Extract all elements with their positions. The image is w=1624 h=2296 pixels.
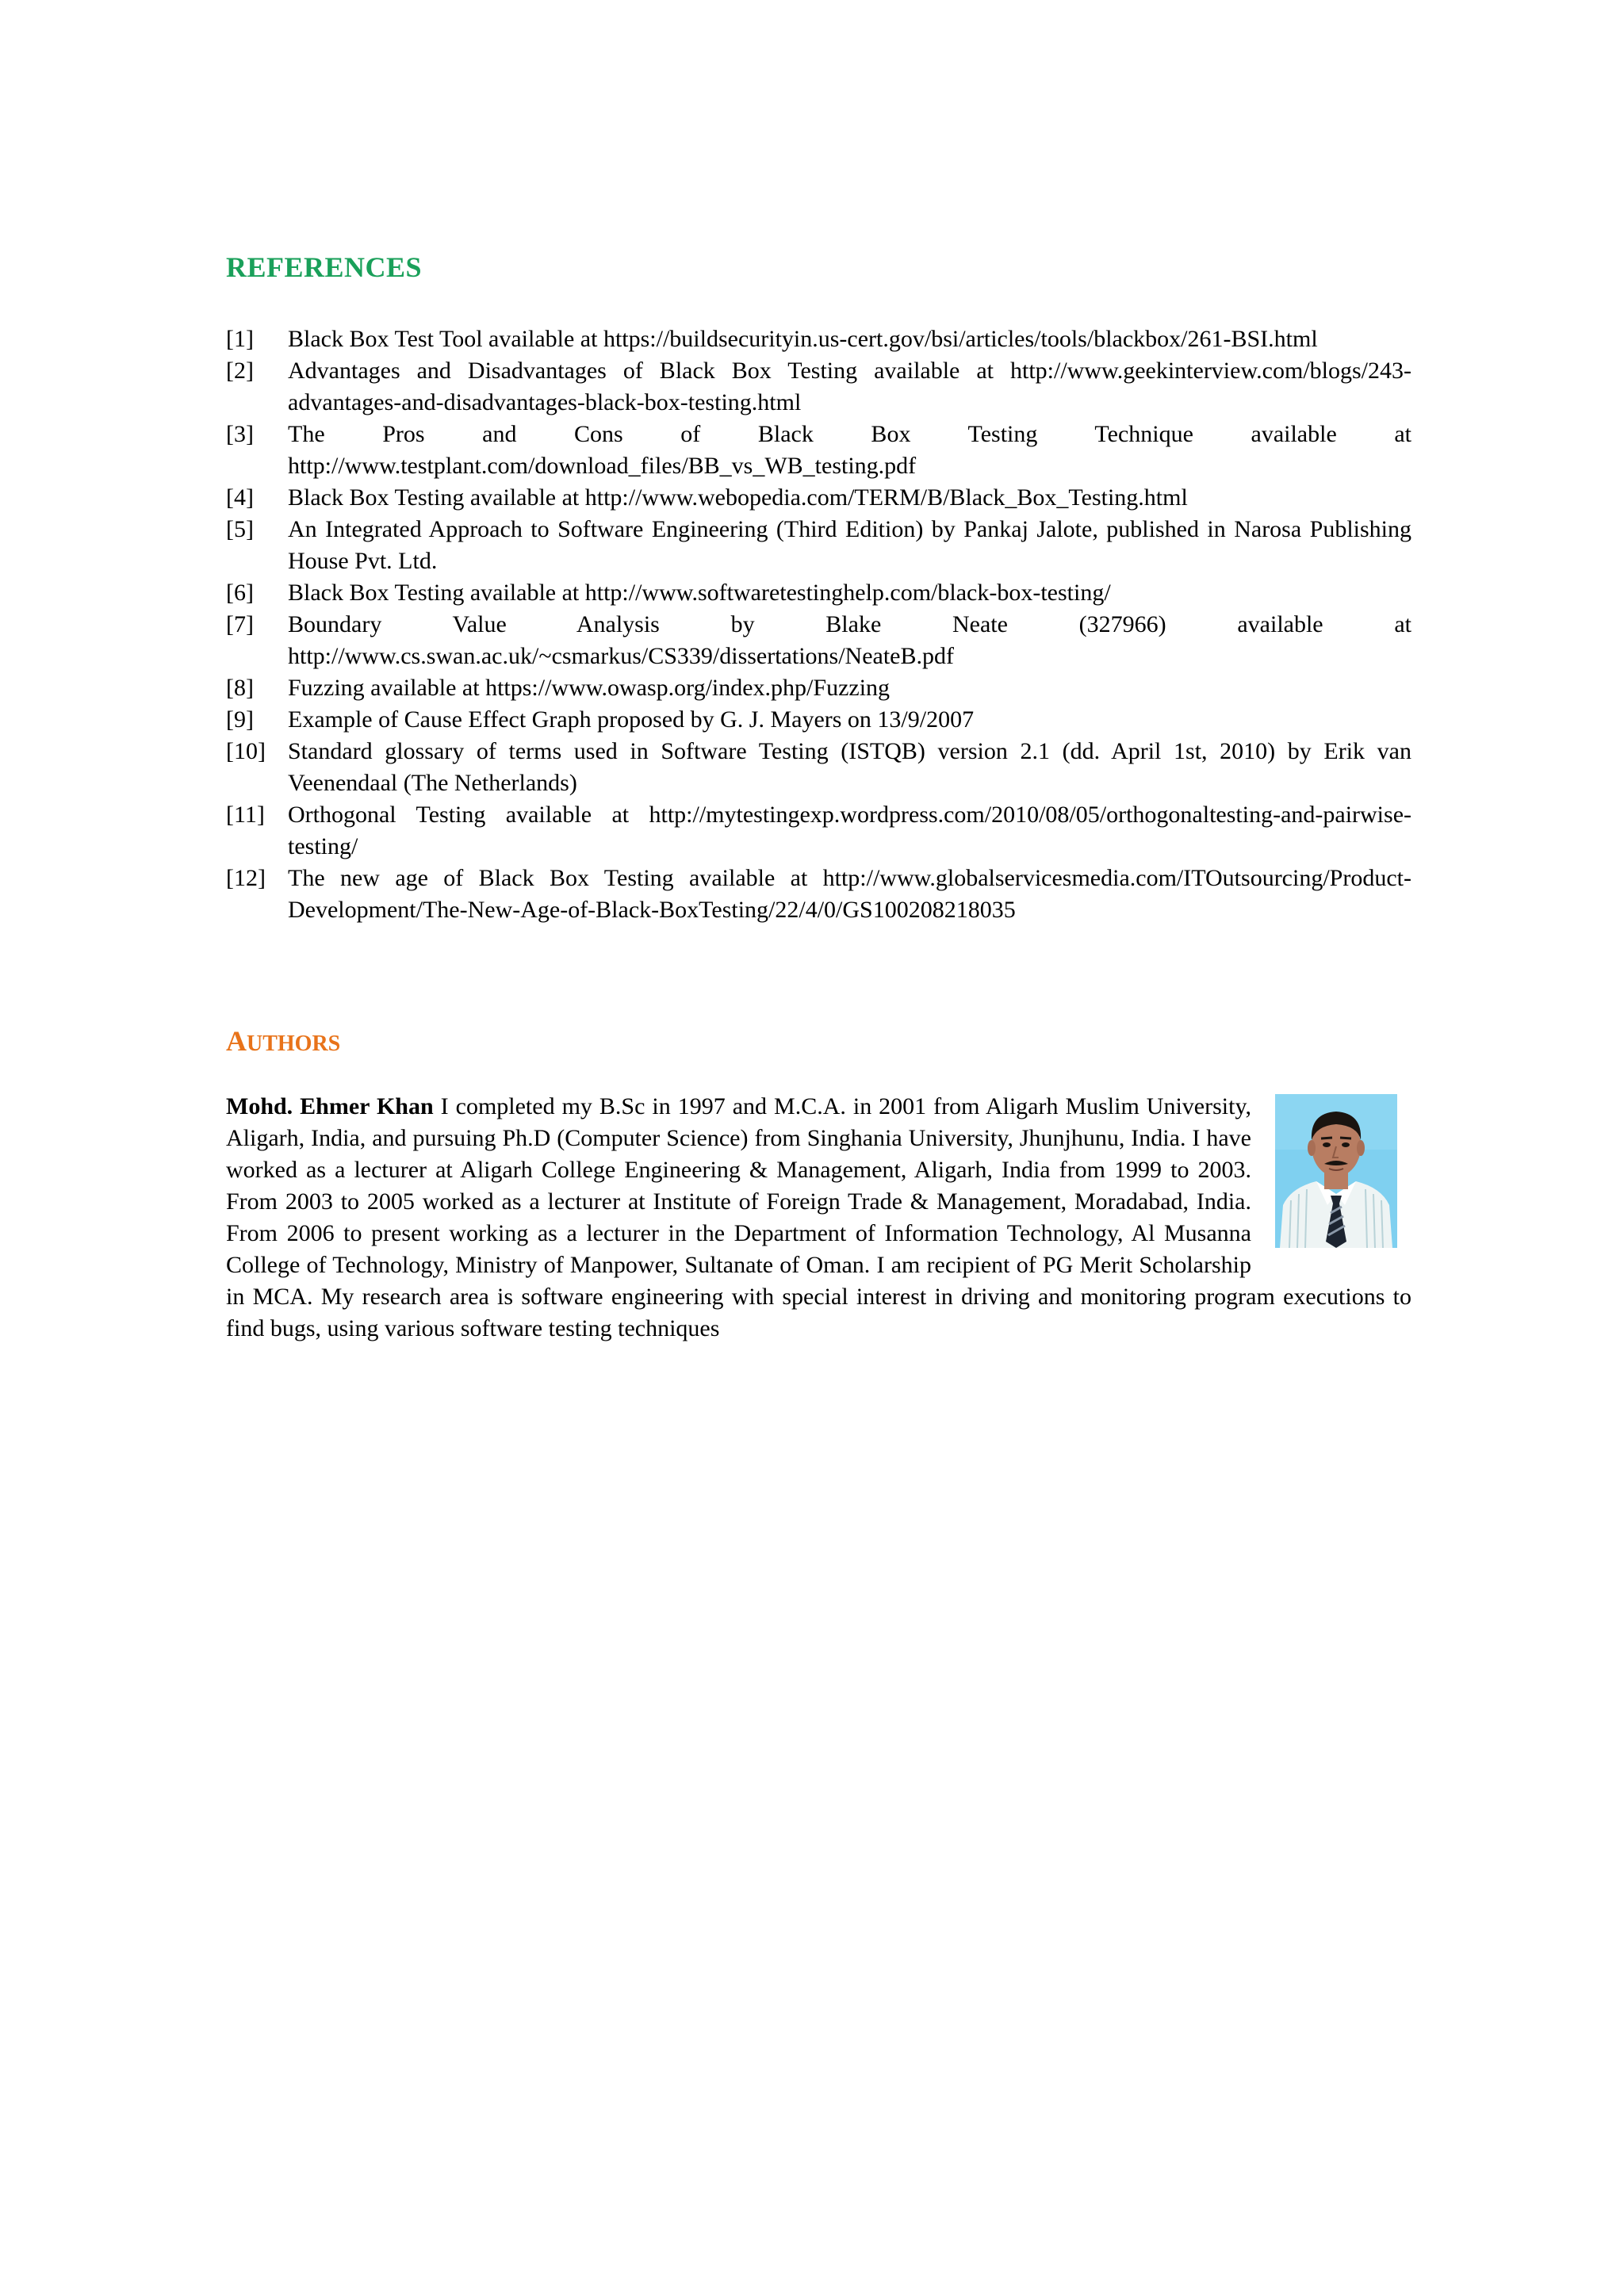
reference-text: An Integrated Approach to Software Engineering (Third Edition) by Pankaj Jalote, published in Narosa Publishing House Pvt. Ltd. (288, 516, 1411, 574)
reference-text: The new age of Black Box Testing available at http://www.globalservicesmedia.com/ITOutsourcing/Product-Development/The-New-Age-of-Black-BoxTesting/22/4/0/GS100208218035 (288, 865, 1411, 923)
reference-text: Black Box Testing available at http://www.softwaretestinghelp.com/black-box-testing/ (288, 580, 1111, 606)
reference-item (226, 514, 1411, 577)
reference-number: [11] (226, 802, 265, 828)
reference-text: Standard glossary of terms used in Software Testing (ISTQB) version 2.1 (dd. April 1st, 2010) by Erik van Veenendaal (The Netherlands) (288, 738, 1411, 796)
reference-number: [8] (226, 675, 254, 701)
reference-text: Black Box Test Tool available at https://buildsecurityin.us-cert.gov/bsi/articles/tools/blackbox/261-BSI.html (288, 326, 1318, 352)
reference-number: [7] (226, 611, 254, 637)
author-portrait-svg (1275, 1094, 1397, 1248)
reference-text: Fuzzing available at https://www.owasp.org/index.php/Fuzzing (288, 675, 891, 701)
reference-number: [9] (226, 706, 254, 733)
authors-heading (226, 1024, 340, 1062)
author-name: Mohd. Ehmer Khan (226, 1093, 434, 1119)
reference-number: [1] (226, 326, 254, 352)
reference-item (226, 799, 1411, 863)
reference-text: Advantages and Disadvantages of Black Box Testing available at http://www.geekinterview.com/blogs/243-advantages-and-disadvantages-black-box-testing.html (288, 358, 1411, 415)
reference-item (226, 863, 1411, 926)
reference-number: [10] (226, 738, 266, 764)
authors-heading-rest: UTHORS (247, 1031, 341, 1056)
author-bio-text: I completed my B.Sc in 1997 and M.C.A. in 2001 from Aligarh Muslim University, Aligarh, India, and pursuing Ph.D (Computer Science) from Singhania University, Jhunjhunu, India. I have worked as a lecturer at Aligarh College Engineering & Management, Aligarh, India from 1999 to 2003. From 2003 to 2005 worked as a lecturer at Institute of Foreign Trade & Management, Moradabad, India. From 2006 to present working as a lecturer in the Department of Information Technology, Al Musanna College of Technology, Ministry of Manpower, Sultanate of Oman. I am recipient of PG Merit Scholarship in MCA. My research area is software engineering with special interest in driving and monitoring program executions to find bugs, using various software testing techniques (226, 1093, 1411, 1341)
reference-text: Example of Cause Effect Graph proposed by G. J. Mayers on 13/9/2007 (288, 706, 975, 733)
reference-number: [12] (226, 865, 266, 891)
reference-number: [4] (226, 484, 254, 511)
reference-item (226, 419, 1411, 482)
reference-number: [2] (226, 358, 254, 384)
reference-text: The Pros and Cons of Black Box Testing Technique available at http://www.testplant.com/download_files/BB_vs_WB_testing.pdf (288, 421, 1411, 479)
reference-item (226, 577, 1411, 609)
reference-text: Boundary Value Analysis by Blake Neate (327966) available at http://www.cs.swan.ac.uk/~csmarkus/CS339/dissertations/NeateB.pdf (288, 611, 1411, 669)
author-portrait-icon (1275, 1094, 1397, 1248)
reference-number: [6] (226, 580, 254, 606)
reference-number: [5] (226, 516, 254, 542)
reference-item (226, 736, 1411, 799)
references-heading: REFERENCES (226, 251, 423, 283)
reference-item (226, 672, 1411, 704)
author-bio-block (226, 1091, 1411, 1345)
authors-heading-initial: A (226, 1025, 247, 1057)
reference-item (226, 355, 1411, 419)
reference-item (226, 323, 1411, 355)
reference-item (226, 482, 1411, 514)
reference-text: Black Box Testing available at http://www.webopedia.com/TERM/B/Black_Box_Testing.html (288, 484, 1188, 511)
reference-item (226, 704, 1411, 736)
reference-text: Orthogonal Testing available at http://mytestingexp.wordpress.com/2010/08/05/orthogonaltesting-and-pairwise-testing/ (288, 802, 1411, 859)
reference-item (226, 609, 1411, 672)
reference-list (226, 323, 1411, 926)
reference-number: [3] (226, 421, 254, 447)
